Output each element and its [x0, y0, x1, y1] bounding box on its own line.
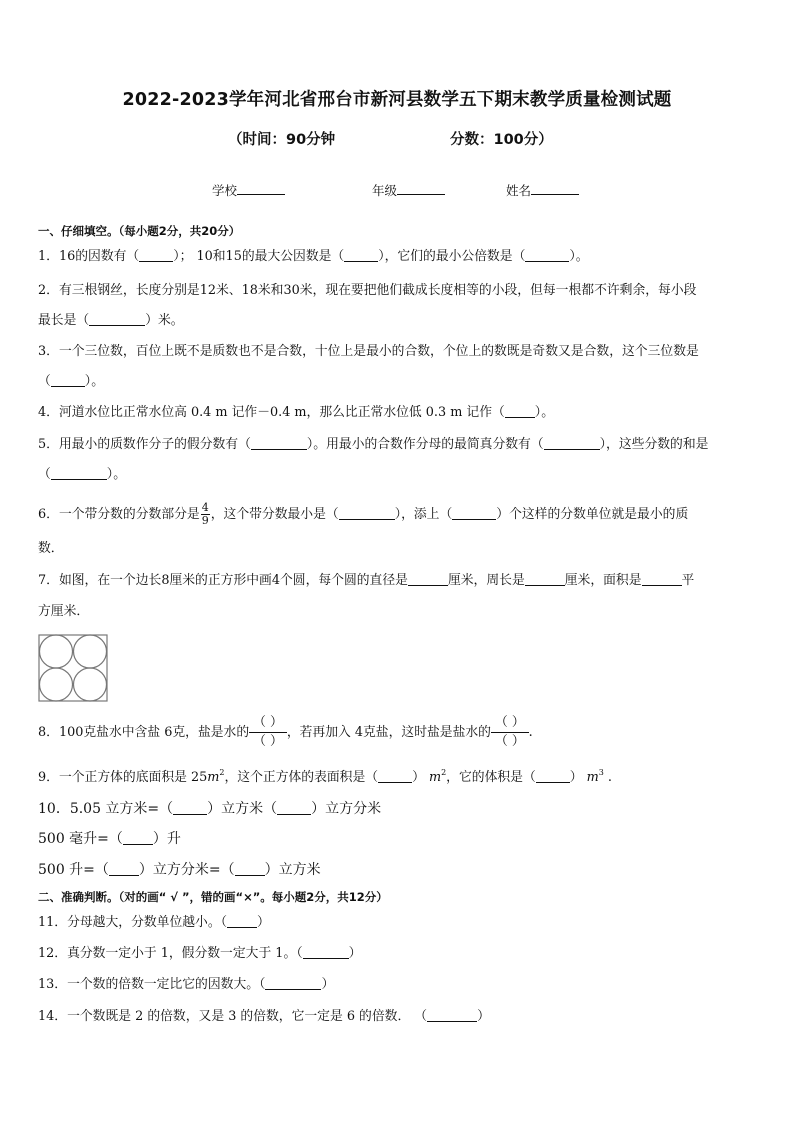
q13-text-b: ）: [321, 977, 335, 992]
q3-text-b: ）。: [84, 374, 104, 389]
q6-text-b: ，这个带分数最小是（: [210, 507, 339, 522]
q4-text-a: 4．河道水位比正常水位高 0.4 m 记作－0.4 m，那么比正常水位低 0.3 m 记作（: [38, 405, 505, 420]
q10-l3-text-a: 500 升=（: [38, 862, 109, 878]
q5-text-a: 5．用最小的质数作分子的假分数有（: [38, 437, 251, 452]
q14-blank[interactable]: [427, 1008, 477, 1022]
q9-sup-3: 3: [598, 768, 604, 777]
q8-text-a: 8．100克盐水中含盐 6克，盐是水的: [38, 725, 250, 740]
q6-denominator: 9: [201, 514, 209, 527]
school-blank[interactable]: [237, 182, 285, 195]
q10-text-c: ）立方分米: [311, 801, 382, 817]
q6-text-a: 6．一个带分数的分数部分是: [38, 507, 200, 522]
q10-l2-text-b: ）升: [152, 831, 181, 847]
grade-label: 年级: [372, 183, 398, 198]
q4-blank[interactable]: [505, 404, 535, 418]
q10-l3-text-b: ）立方分米=（: [138, 862, 235, 878]
question-6: [38, 502, 688, 527]
q9-unit-m-2: m: [428, 770, 442, 785]
q11-text-b: ）: [257, 915, 270, 930]
q10-text-b: ）立方米（: [207, 801, 278, 817]
q2-text-b: ）米。: [145, 313, 184, 328]
q11-blank[interactable]: [227, 914, 257, 928]
question-11: [38, 914, 270, 932]
exam-time: （时间：90分钟: [228, 132, 336, 148]
q10-blank-1[interactable]: [173, 801, 207, 815]
q1-blank-1[interactable]: [139, 248, 173, 262]
name-blank[interactable]: [531, 182, 579, 195]
q12-text-b: ）: [348, 946, 362, 961]
q9-text-c: ）: [412, 770, 425, 785]
q8-text-c: .: [528, 725, 533, 740]
question-8: [38, 714, 533, 752]
q10-blank-4[interactable]: [109, 862, 139, 876]
name-field: [506, 181, 579, 199]
question-3: 3．一个三位数，百位上既不是质数也不是合数，十位上是最小的合数，个位上的数既是奇数又是合数，这个三位数是: [38, 344, 699, 359]
section-2-heading: 二、准确判断。（对的画“ √ ”，错的画“×”。每小题2分，共12分）: [38, 890, 388, 904]
q10-l2-text-a: 500 毫升=（: [38, 831, 123, 847]
q10-blank-2[interactable]: [277, 801, 311, 815]
q7-blank-2[interactable]: [525, 572, 565, 586]
q1-blank-3[interactable]: [525, 248, 569, 262]
q14-text-b: ）: [477, 1009, 490, 1024]
question-1: [38, 248, 589, 266]
q1-text-a: 1．16的因数有（: [38, 249, 140, 264]
q14-text-a: 14．一个数既是 2 的倍数，又是 3 的倍数，它一定是 6 的倍数． （: [38, 1009, 428, 1024]
q5-text-b: ）。用最小的合数作分母的最简真分数有（: [306, 437, 544, 452]
q3-text-a: （: [38, 374, 51, 389]
q7-blank-1[interactable]: [408, 572, 448, 586]
q10-blank-5[interactable]: [235, 862, 265, 876]
figure-circle-2: [74, 635, 107, 668]
q3-blank[interactable]: [51, 373, 85, 387]
q1-text-d: ）。: [569, 249, 589, 264]
grade-field: [372, 181, 445, 199]
q8-fraction-2[interactable]: [491, 714, 529, 751]
question-3-cont: [38, 373, 104, 391]
question-12: [38, 945, 361, 963]
q8-fraction-2-denominator: （ ）: [494, 734, 525, 749]
q8-text-b: ，若再加入 4克盐，这时盐是盐水的: [286, 725, 491, 740]
q9-text-b: ，这个正方体的表面积是（: [224, 770, 379, 785]
q6-numerator: 4: [201, 501, 209, 514]
name-label: 姓名: [506, 183, 532, 198]
q10-blank-3[interactable]: [123, 831, 153, 845]
school-field: [212, 181, 285, 199]
q1-blank-2[interactable]: [344, 248, 378, 262]
square-four-circles-figure: [38, 634, 108, 702]
figure-circle-1: [40, 635, 73, 668]
question-10: [38, 800, 381, 818]
question-14: [38, 1008, 490, 1026]
q9-unit-m-3: m: [586, 770, 599, 785]
question-2-cont: [38, 312, 184, 330]
q8-fraction-2-numerator: （ ）: [491, 714, 529, 733]
q6-text-c: ），添上（: [394, 507, 453, 522]
q8-fraction-1-denominator: （ ）: [253, 734, 283, 749]
q13-blank[interactable]: [265, 976, 321, 990]
q13-text-a: 13．一个数的倍数一定比它的因数大。（: [38, 977, 266, 992]
q9-text-a: 9．一个正方体的底面积是 25: [38, 770, 208, 785]
q2-text-a: 最长是（: [38, 313, 90, 328]
q2-blank[interactable]: [89, 312, 145, 326]
q5-blank-1[interactable]: [251, 436, 307, 450]
grade-blank[interactable]: [397, 182, 445, 195]
section-1-heading: 一、仔细填空。（每小题2分，共20分）: [38, 224, 241, 238]
q9-sup-2b: 2: [441, 768, 447, 777]
question-5: [38, 436, 708, 454]
question-2: 2．有三根钢丝，长度分别是12米、18米和30米，现在要把他们截成长度相等的小段，但每一根都不许剩余，每小段: [38, 283, 697, 298]
q6-blank-2[interactable]: [452, 506, 496, 520]
question-10-line-2: [38, 830, 181, 848]
q9-blank-2[interactable]: [536, 769, 570, 783]
question-9: [38, 764, 612, 787]
q5-blank-2[interactable]: [544, 436, 600, 450]
q8-fraction-1-numerator: （ ）: [249, 714, 287, 733]
q5-text-c: ），这些分数的和是: [599, 437, 709, 452]
q6-text-d: ）个这样的分数单位就是最小的质: [496, 507, 689, 522]
q6-fraction: [201, 502, 210, 527]
q7-text-b: 厘米，周长是: [447, 573, 525, 588]
q5-text-d: （: [38, 467, 51, 482]
q1-text-c: ），它们的最小公倍数是（: [378, 249, 526, 264]
question-4: [38, 404, 554, 422]
figure-square: [39, 635, 107, 701]
q9-sup-2: 2: [219, 768, 225, 777]
question-6-cont: 数．: [38, 541, 64, 556]
q9-blank-1[interactable]: [378, 769, 412, 783]
q5-text-e: ）。: [106, 467, 126, 482]
question-7: [38, 572, 694, 590]
q7-text-d: 平: [681, 573, 695, 588]
exam-score: 分数：100分）: [450, 132, 553, 148]
q10-text-a: 10．5.05 立方米=（: [38, 801, 174, 817]
question-13: [38, 976, 334, 994]
question-7-cont: 方厘米．: [38, 604, 90, 619]
q10-l3-text-c: ）立方米: [264, 862, 321, 878]
q1-text-b: ）； 10和15的最大公因数是（: [173, 249, 345, 264]
q7-text-a: 7．如图，在一个边长8厘米的正方形中画4个圆，每个圆的直径是: [38, 573, 408, 588]
q9-text-f: .: [603, 770, 612, 785]
q12-blank[interactable]: [303, 945, 349, 959]
q12-text-a: 12．真分数一定小于 1，假分数一定大于 1。（: [38, 946, 303, 961]
q4-text-b: ）。: [534, 405, 554, 420]
q9-text-d: ，它的体积是（: [446, 770, 536, 785]
school-label: 学校: [212, 183, 238, 198]
figure-circle-3: [40, 668, 73, 701]
q9-text-e: ）: [569, 770, 583, 785]
q11-text-a: 11．分母越大，分数单位越小。（: [38, 915, 228, 930]
question-5-cont: [38, 466, 126, 484]
q7-blank-3[interactable]: [642, 572, 682, 586]
page-title: 2022-2023学年河北省邢台市新河县数学五下期末教学质量检测试题: [122, 90, 672, 110]
q6-blank-1[interactable]: [339, 506, 395, 520]
q8-fraction-1[interactable]: [249, 714, 287, 751]
q5-blank-3[interactable]: [51, 466, 107, 480]
q9-unit-m: m: [207, 770, 220, 785]
figure-circle-4: [74, 668, 107, 701]
q7-text-c: 厘米，面积是: [564, 573, 642, 588]
question-10-line-3: [38, 861, 321, 879]
